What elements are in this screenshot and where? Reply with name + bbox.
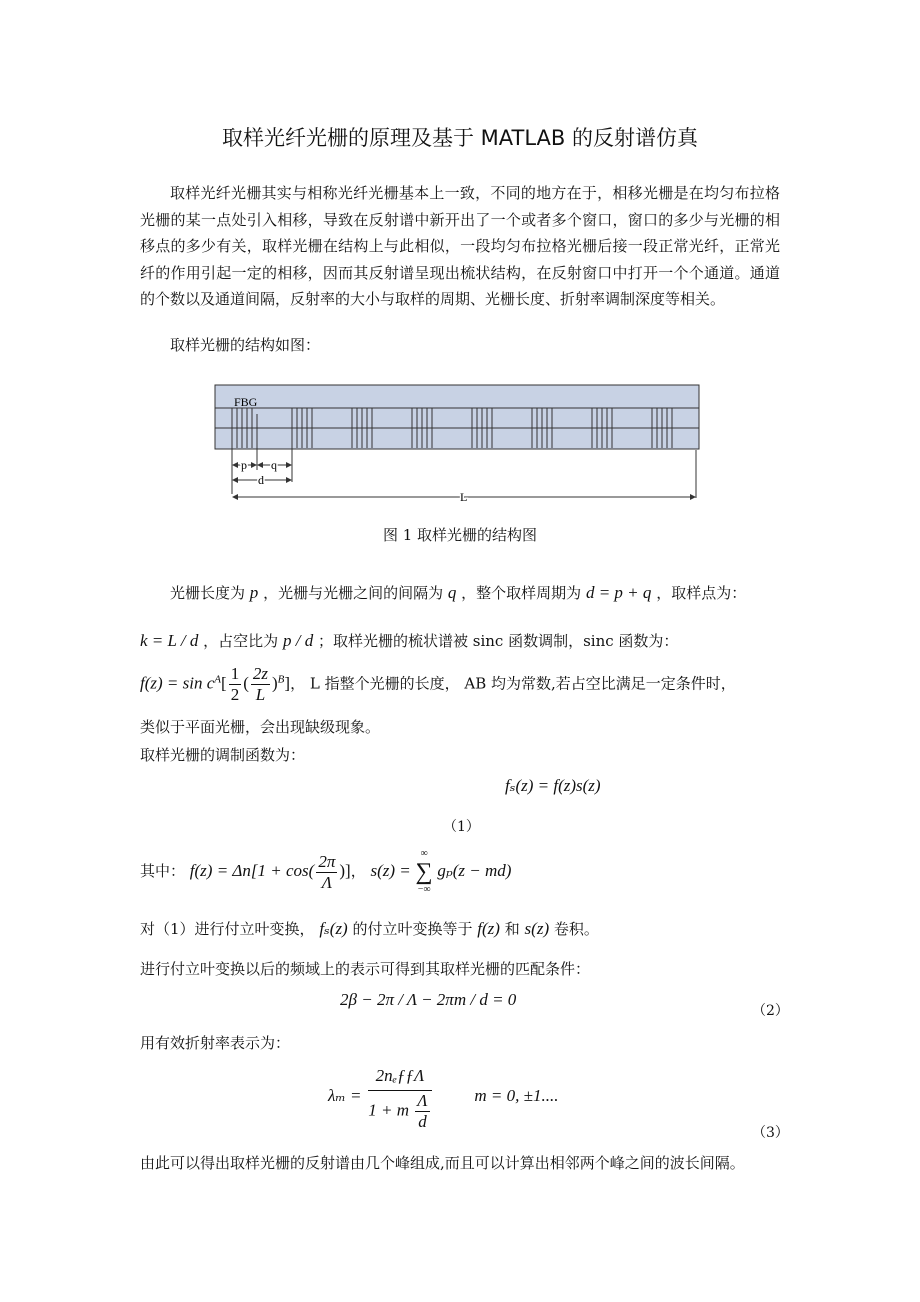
text-line-5: 取样光栅的调制函数为：: [140, 746, 306, 764]
text-fragment: AB 均为常数,若占空比满足一定条件时，: [464, 674, 736, 693]
fraction-2z-over-L: $\frac{2z}{L}$: [252, 664, 268, 704]
math-k-definition: k = L / d: [140, 631, 199, 650]
fiber-body: [215, 385, 699, 449]
p-label: p: [241, 458, 247, 472]
equation-3: [328, 1062, 558, 1132]
text-fragment: 的付立叶变换等于: [352, 920, 473, 938]
text-fragment: ，占空比为: [203, 632, 279, 650]
equation-1: fₛ(z) = f(z)s(z): [505, 776, 601, 795]
equation-2: 2β − 2π / Λ − 2πm / d = 0: [340, 990, 517, 1009]
math-lambda-m: λₘ =: [328, 1086, 362, 1105]
text-line-3: $f(z) = \sin c^A$[ $\frac{1}{2}$ ( $\frac{2z}{L}$ )$^B$]， L 指整个光栅的长度， AB 均为常数,若占空比满足一定条件时，: [140, 664, 736, 704]
fourier-line: [140, 918, 599, 939]
L-label: L: [460, 490, 468, 504]
equation-1-number: （1）: [443, 819, 480, 835]
text-line-2: [140, 630, 678, 651]
math-p: p: [249, 583, 259, 602]
math-d-definition: d = p + q: [585, 583, 652, 602]
fraction-2pi-over-lambda: $\frac{2\pi}{\Lambda}$: [318, 851, 336, 892]
math-f-definition-end: )]: [339, 861, 351, 880]
intro-paragraph: 取样光纤光栅其实与相称光纤光栅基本上一致，不同的地方在于，相移光栅是在均匀布拉格光栅的某一点处引入相移，导致在反射谱中新开出了一个或者多个窗口，窗口的多少与光栅的相移点的多少有关，取样光栅在结构上与此相似，一段均匀布拉格光栅后接一段正常光纤，正常光纤的作用引起一定的相移，因而其反射谱呈现出梳状结构，在反射窗口中打开一个个通道。通道的个数以及通道间隔，反射率的大小与取样的周期、光栅长度、折射率调制深度等相关。: [140, 184, 780, 308]
text-fragment: 对（1）进行付立叶变换，: [140, 920, 315, 938]
d-arrow-left: [232, 477, 238, 483]
text-fragment: 光栅长度为: [170, 584, 246, 602]
text-fragment: 和: [504, 920, 520, 938]
math-fs: fₛ(z): [319, 919, 348, 938]
text-fragment: ；取样光栅的梳状谱被 sinc 函数调制，sinc 函数为：: [317, 632, 679, 650]
q-label: q: [271, 458, 277, 472]
text-fragment: 卷积。: [553, 920, 599, 938]
text-fragment: ，取样点为：: [656, 584, 747, 602]
fraction-half: $\frac{1}{2}$: [230, 664, 240, 704]
p-arrow-right: [251, 462, 257, 468]
figure-caption: 图 1 取样光栅的结构图: [382, 526, 538, 544]
fraction-lambda-over-d: $\frac{\Lambda}{d}$: [417, 1091, 428, 1131]
page-title: 取样光纤光栅的原理及基于 MATLAB 的反射谱仿真: [222, 126, 698, 150]
summation: ∞ ∑ −∞: [415, 848, 433, 895]
neff-intro-line: 用有效折射率表示为：: [140, 1034, 291, 1052]
q-arrow-right: [286, 462, 292, 468]
L-arrow-left: [232, 494, 238, 500]
text-fragment: 其中：: [140, 862, 186, 880]
math-sum-body: gₚ(z − md): [437, 861, 512, 880]
math-sinc-lhs: f(z) = sin c: [140, 673, 215, 693]
conclusion-line: 由此可以得出取样光栅的反射谱由几个峰组成,而且可以计算出相邻两个峰之间的波长间隔。: [140, 1154, 745, 1172]
equation-3-number: （3）: [752, 1125, 789, 1141]
text-fragment: ，光栅与光栅之间的间隔为: [263, 584, 444, 602]
fbg-label: FBG: [234, 395, 258, 409]
structure-intro: 取样光栅的结构如图：: [170, 336, 321, 354]
math-sup-A: A: [214, 673, 222, 686]
math-s-definition: s(z) =: [370, 861, 411, 880]
p-arrow-left: [232, 462, 238, 468]
match-condition-line: 进行付立叶变换以后的频域上的表示可得到其取样光栅的匹配条件：: [140, 960, 591, 978]
math-duty-cycle: p / d: [282, 631, 314, 650]
math-f-definition: f(z) = Δn[1 + cos(: [189, 861, 315, 880]
d-arrow-right: [286, 477, 292, 483]
L-arrow-right: [690, 494, 696, 500]
text-fragment: ，整个取样周期为: [461, 584, 582, 602]
text-line-4: 类似于平面光栅，会出现缺级现象。: [140, 718, 381, 736]
fraction-bragg: 2nₑƒƒΛ 1 + m $\frac{\Lambda}{d}$: [368, 1062, 431, 1132]
math-q: q: [447, 583, 457, 602]
math-sup-B: B: [277, 673, 285, 686]
equation-2-number: （2）: [752, 1003, 789, 1019]
math-sz: s(z): [524, 919, 550, 938]
math-m-values: m = 0, ±1....: [474, 1086, 559, 1105]
grating-structure-figure: [210, 384, 710, 508]
q-arrow-left: [257, 462, 263, 468]
text-line-1: [170, 582, 746, 603]
text-fragment: L 指整个光栅的长度，: [309, 674, 460, 693]
math-fz: f(z): [477, 919, 500, 938]
definitions-line: 其中： f(z) = Δn[1 + cos( $\frac{2\pi}{\Lambda}$ )]， s(z) = ∞ ∑ −∞ gₚ(z − md): [140, 848, 512, 895]
d-label: d: [258, 473, 264, 487]
